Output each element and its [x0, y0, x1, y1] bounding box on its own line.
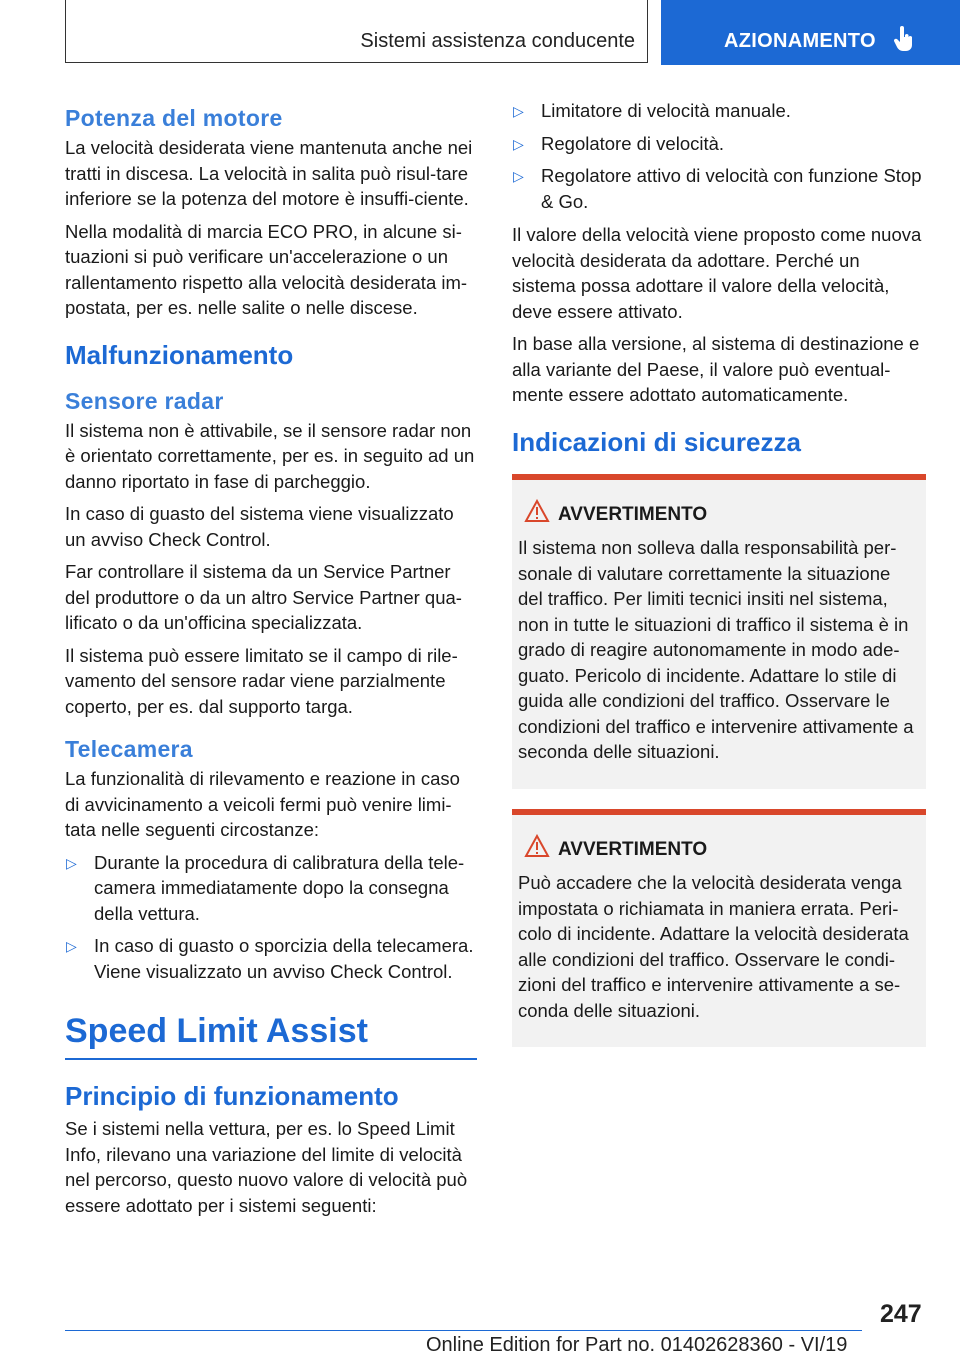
chapter-title-speed-limit-assist: Speed Limit Assist [65, 1010, 477, 1060]
warning-title [518, 502, 920, 528]
hand-pointer-icon [894, 26, 914, 52]
section-title-principio: Principio di funzionamento [65, 1081, 399, 1111]
warning-text: Il sistema non solleva dalla responsabilità per-sonale di valutare correttamente la situazione del traffico. Per limiti tecnici insiti nel sistema, non in tutte le situazioni di traffico il sistema è in grado di reagire autonomamente in modo ade-guato. Pericolo di incidente. Adattare lo stile di guida alle condizioni del traffico. Osservare le condizioni del traffico e intervenire attivamente a seconda delle situazioni. [518, 537, 914, 762]
paragraph: Il sistema può essere limitato se il campo di rile-vamento del sensore radar viene parzialmente coperto, per es. dal supporto targa. [65, 644, 458, 717]
header-section-box [65, 0, 648, 63]
list-item-text: Limitatore di velocità manuale. [541, 100, 791, 121]
section-title-telecamera: Telecamera [65, 736, 193, 762]
list-item-text: Regolatore di velocità. [541, 132, 725, 154]
warning-title-text: AVVERTIMENTO [558, 503, 708, 525]
warning-box [512, 474, 926, 789]
header-section-title: Sistemi assistenza conducente [360, 30, 635, 52]
list-item [512, 131, 926, 157]
paragraph: In caso di guasto del sistema viene visualizzato un avviso Check Control. [65, 503, 454, 550]
list-item-text: Regolatore attivo di velocità con funzione Stop & Go. [541, 165, 922, 212]
left-column [65, 98, 477, 1225]
footer-divider [65, 1330, 862, 1331]
paragraph: Il sistema non è attivabile, se il sensore radar non è orientato correttamente, per es. in seguito ad un danno riportato in fase di parcheggio. [65, 419, 475, 492]
section-title-potenza: Potenza del motore [65, 105, 283, 131]
warning-triangle-icon [524, 499, 550, 523]
paragraph: In base alla versione, al sistema di destinazione e alla variante del Paese, il valore può eventual-mente essere adottato automaticamente. [512, 333, 920, 405]
section-title-sensore-radar: Sensore radar [65, 387, 224, 414]
warning-title [518, 837, 920, 863]
warning-title-text: AVVERTIMENTO [558, 838, 708, 860]
list-item-text: Durante la procedura di calibratura della tele-camera immediatamente dopo la consegna della vettura. [94, 851, 465, 924]
section-title-malfunzionamento: Malfunzionamento [65, 339, 294, 370]
paragraph: La velocità desiderata viene mantenuta anche nei tratti in discesa. La velocità in salita può risul-tare inferiore se la potenza del motore è insuffi-ciente. [65, 137, 473, 209]
list-item [512, 98, 926, 124]
paragraph: Il valore della velocità viene proposto come nuova velocità desiderata da adottare. Perché un sistema possa adottare il valore della velocità, deve essere attivato. [512, 224, 922, 322]
header-chapter-tab[interactable] [661, 0, 960, 65]
header-chapter-label: AZIONAMENTO [724, 30, 876, 52]
list-item [512, 163, 926, 214]
triangle-bullet-icon: ▷ [513, 168, 524, 184]
warning-box [512, 809, 926, 1048]
right-column [512, 98, 926, 1067]
triangle-bullet-icon: ▷ [66, 854, 77, 871]
paragraph: Nella modalità di marcia ECO PRO, in alcune si-tuazioni si può verificare un'accelerazione o un rallentamento rispetto alla velocità desiderata im-postata, per es. nelle salite o nelle discese. [65, 220, 468, 318]
footer-edition: Online Edition for Part no. 01402628360 - VI/19 [426, 1334, 848, 1356]
paragraph: Se i sistemi nella vettura, per es. lo Speed Limit Info, rilevano una variazione del limite di velocità nel percorso, questo nuovo valore di velocità può essere adottato per i sistemi seguenti: [65, 1118, 468, 1216]
list-item [65, 850, 477, 927]
warning-text: Può accadere che la velocità desiderata venga impostata o richiamata in maniera errata. Peri-colo di incidente. Adattare la velocità desiderata alle condizioni del traffico. Osservare le condi-zioni del traffico e intervenire attivamente a se-conda delle situazioni. [518, 872, 909, 1021]
bullet-list [512, 98, 926, 214]
list-item [65, 933, 477, 984]
triangle-bullet-icon: ▷ [66, 938, 77, 954]
paragraph: Far controllare il sistema da un Service Partner del produttore o da un altro Service Partner qua-lificato o da un'officina specializzata. [65, 561, 462, 633]
triangle-bullet-icon: ▷ [513, 103, 524, 119]
page-number: 247 [880, 1300, 922, 1328]
triangle-bullet-icon: ▷ [513, 135, 524, 152]
paragraph: La funzionalità di rilevamento e reazione in caso di avvicinamento a veicoli fermi può venire limi-tata nelle seguenti circostanze: [65, 768, 460, 840]
section-title-sicurezza: Indicazioni di sicurezza [512, 426, 801, 457]
warning-triangle-icon [524, 834, 550, 858]
bullet-list [65, 850, 477, 985]
list-item-text: In caso di guasto o sporcizia della telecamera. Viene visualizzato un avviso Check Control. [94, 935, 474, 982]
